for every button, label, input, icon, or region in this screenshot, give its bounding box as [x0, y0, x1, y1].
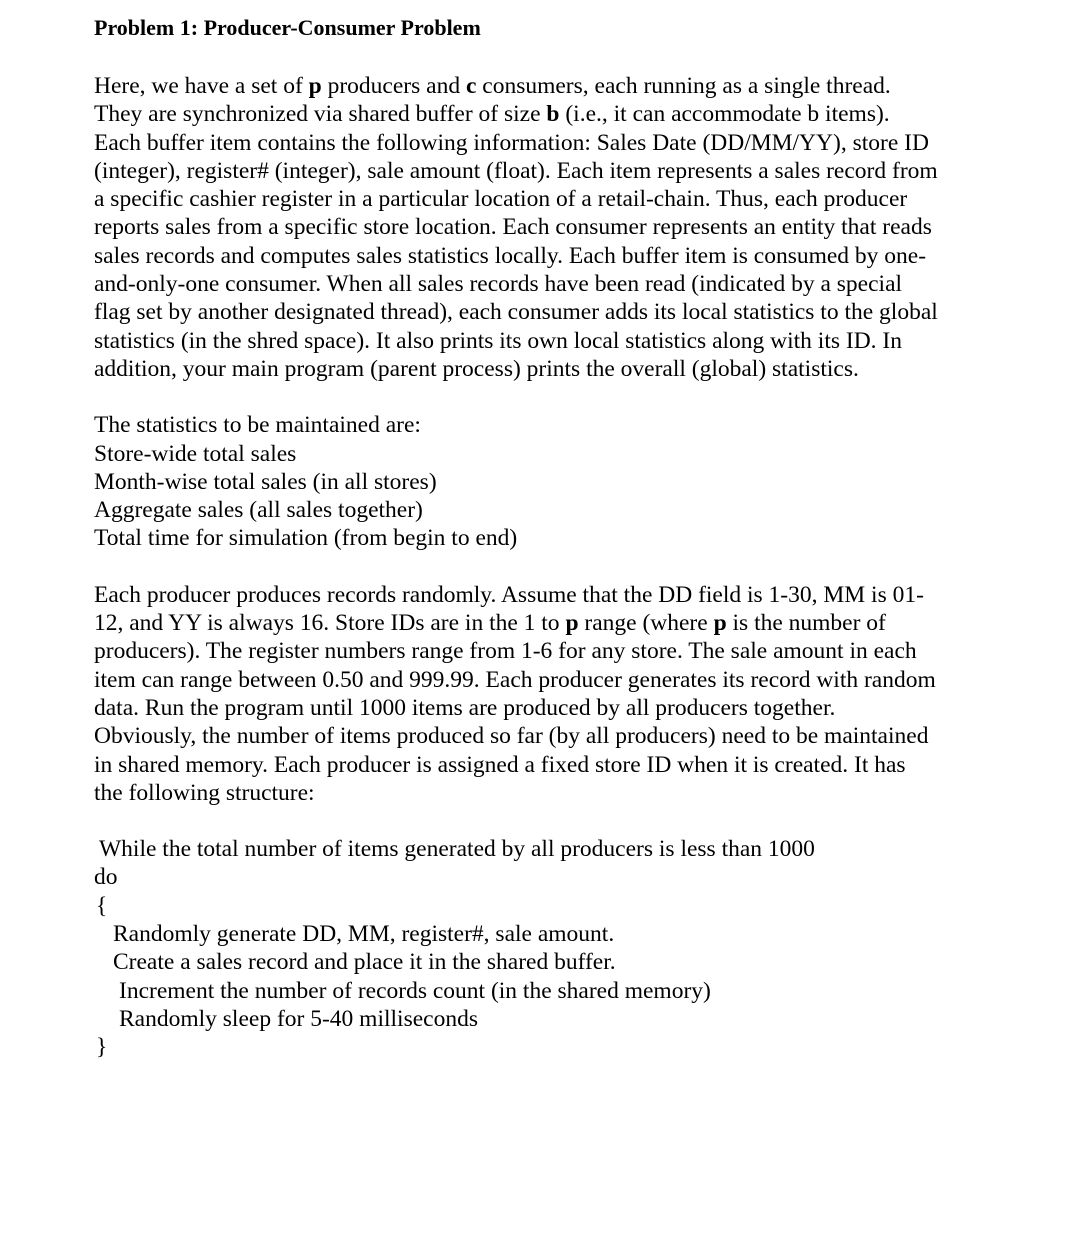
statistics-intro: The statistics to be maintained are:: [94, 412, 421, 439]
text-line: 12, and YY is always 16. Store IDs are in the 1 to p range (where p is the number of: [94, 610, 886, 637]
text-line: addition, your main program (parent process) prints the overall (global) statistics.: [94, 355, 859, 382]
text-line: sales records and computes sales statistics locally. Each buffer item is consumed by one-: [94, 242, 927, 269]
document-page: [94, 14, 994, 1062]
text-line: reports sales from a specific store location. Each consumer represents an entity that reads: [94, 214, 932, 241]
pseudocode-step: Create a sales record and place it in the shared buffer.: [113, 949, 616, 976]
text-line: and-only-one consumer. When all sales records have been read (indicated by a special: [94, 271, 903, 298]
text-line: data. Run the program until 1000 items are produced by all producers together.: [94, 694, 836, 721]
producer-paragraph: [94, 581, 994, 807]
variable-p: p: [713, 610, 727, 637]
pseudocode-step: Randomly generate DD, MM, register#, sale amount.: [113, 921, 615, 948]
list-item: Store-wide total sales: [94, 440, 297, 467]
text-line: the following structure:: [94, 779, 315, 806]
pseudocode-close-brace: }: [96, 1034, 108, 1061]
text-line: flag set by another designated thread), each consumer adds its local statistics to the global: [94, 299, 938, 326]
list-item: Month-wise total sales (in all stores): [94, 468, 437, 495]
text-line: Here, we have a set of p producers and c consumers, each running as a single thread.: [94, 73, 891, 99]
variable-p: p: [565, 610, 579, 637]
statistics-list: [94, 411, 994, 552]
list-item: Aggregate sales (all sales together): [94, 497, 423, 524]
variable-c: c: [465, 73, 477, 99]
text-line: a specific cashier register in a particular location of a retail-chain. Thus, each producer: [94, 186, 908, 213]
text-line: Each producer produces records randomly. Assume that the DD field is 1-30, MM is 01-: [94, 581, 924, 608]
problem-title: Problem 1: Producer-Consumer Problem: [94, 15, 481, 40]
pseudocode-while: While the total number of items generated by all producers is less than 1000: [99, 836, 815, 863]
text-line: Each buffer item contains the following information: Sales Date (DD/MM/YY), store ID: [94, 129, 929, 156]
text-line: item can range between 0.50 and 999.99. Each producer generates its record with random: [94, 666, 936, 693]
pseudocode-step: Randomly sleep for 5-40 milliseconds: [119, 1005, 478, 1032]
text-line: in shared memory. Each producer is assigned a fixed store ID when it is created. It has: [94, 751, 906, 778]
variable-p: p: [308, 73, 322, 99]
pseudocode-open-brace: {: [96, 892, 108, 919]
text-line: producers). The register numbers range from 1-6 for any store. The sale amount in each: [94, 638, 917, 665]
list-item: Total time for simulation (from begin to end): [94, 525, 518, 552]
pseudocode-step: Increment the number of records count (in the shared memory): [119, 977, 711, 1004]
pseudocode-do: do: [94, 864, 118, 891]
text-line: statistics (in the shred space). It also prints its own local statistics along with its ID. In: [94, 327, 903, 354]
pseudocode-block: [94, 835, 994, 1061]
variable-b: b: [546, 101, 560, 128]
text-line: They are synchronized via shared buffer of size b (i.e., it can accommodate b items).: [94, 101, 890, 128]
intro-paragraph: [94, 72, 994, 383]
text-line: Obviously, the number of items produced so far (by all producers) need to be maintained: [94, 723, 929, 750]
text-line: (integer), register# (integer), sale amount (float). Each item represents a sales record from: [94, 157, 938, 184]
